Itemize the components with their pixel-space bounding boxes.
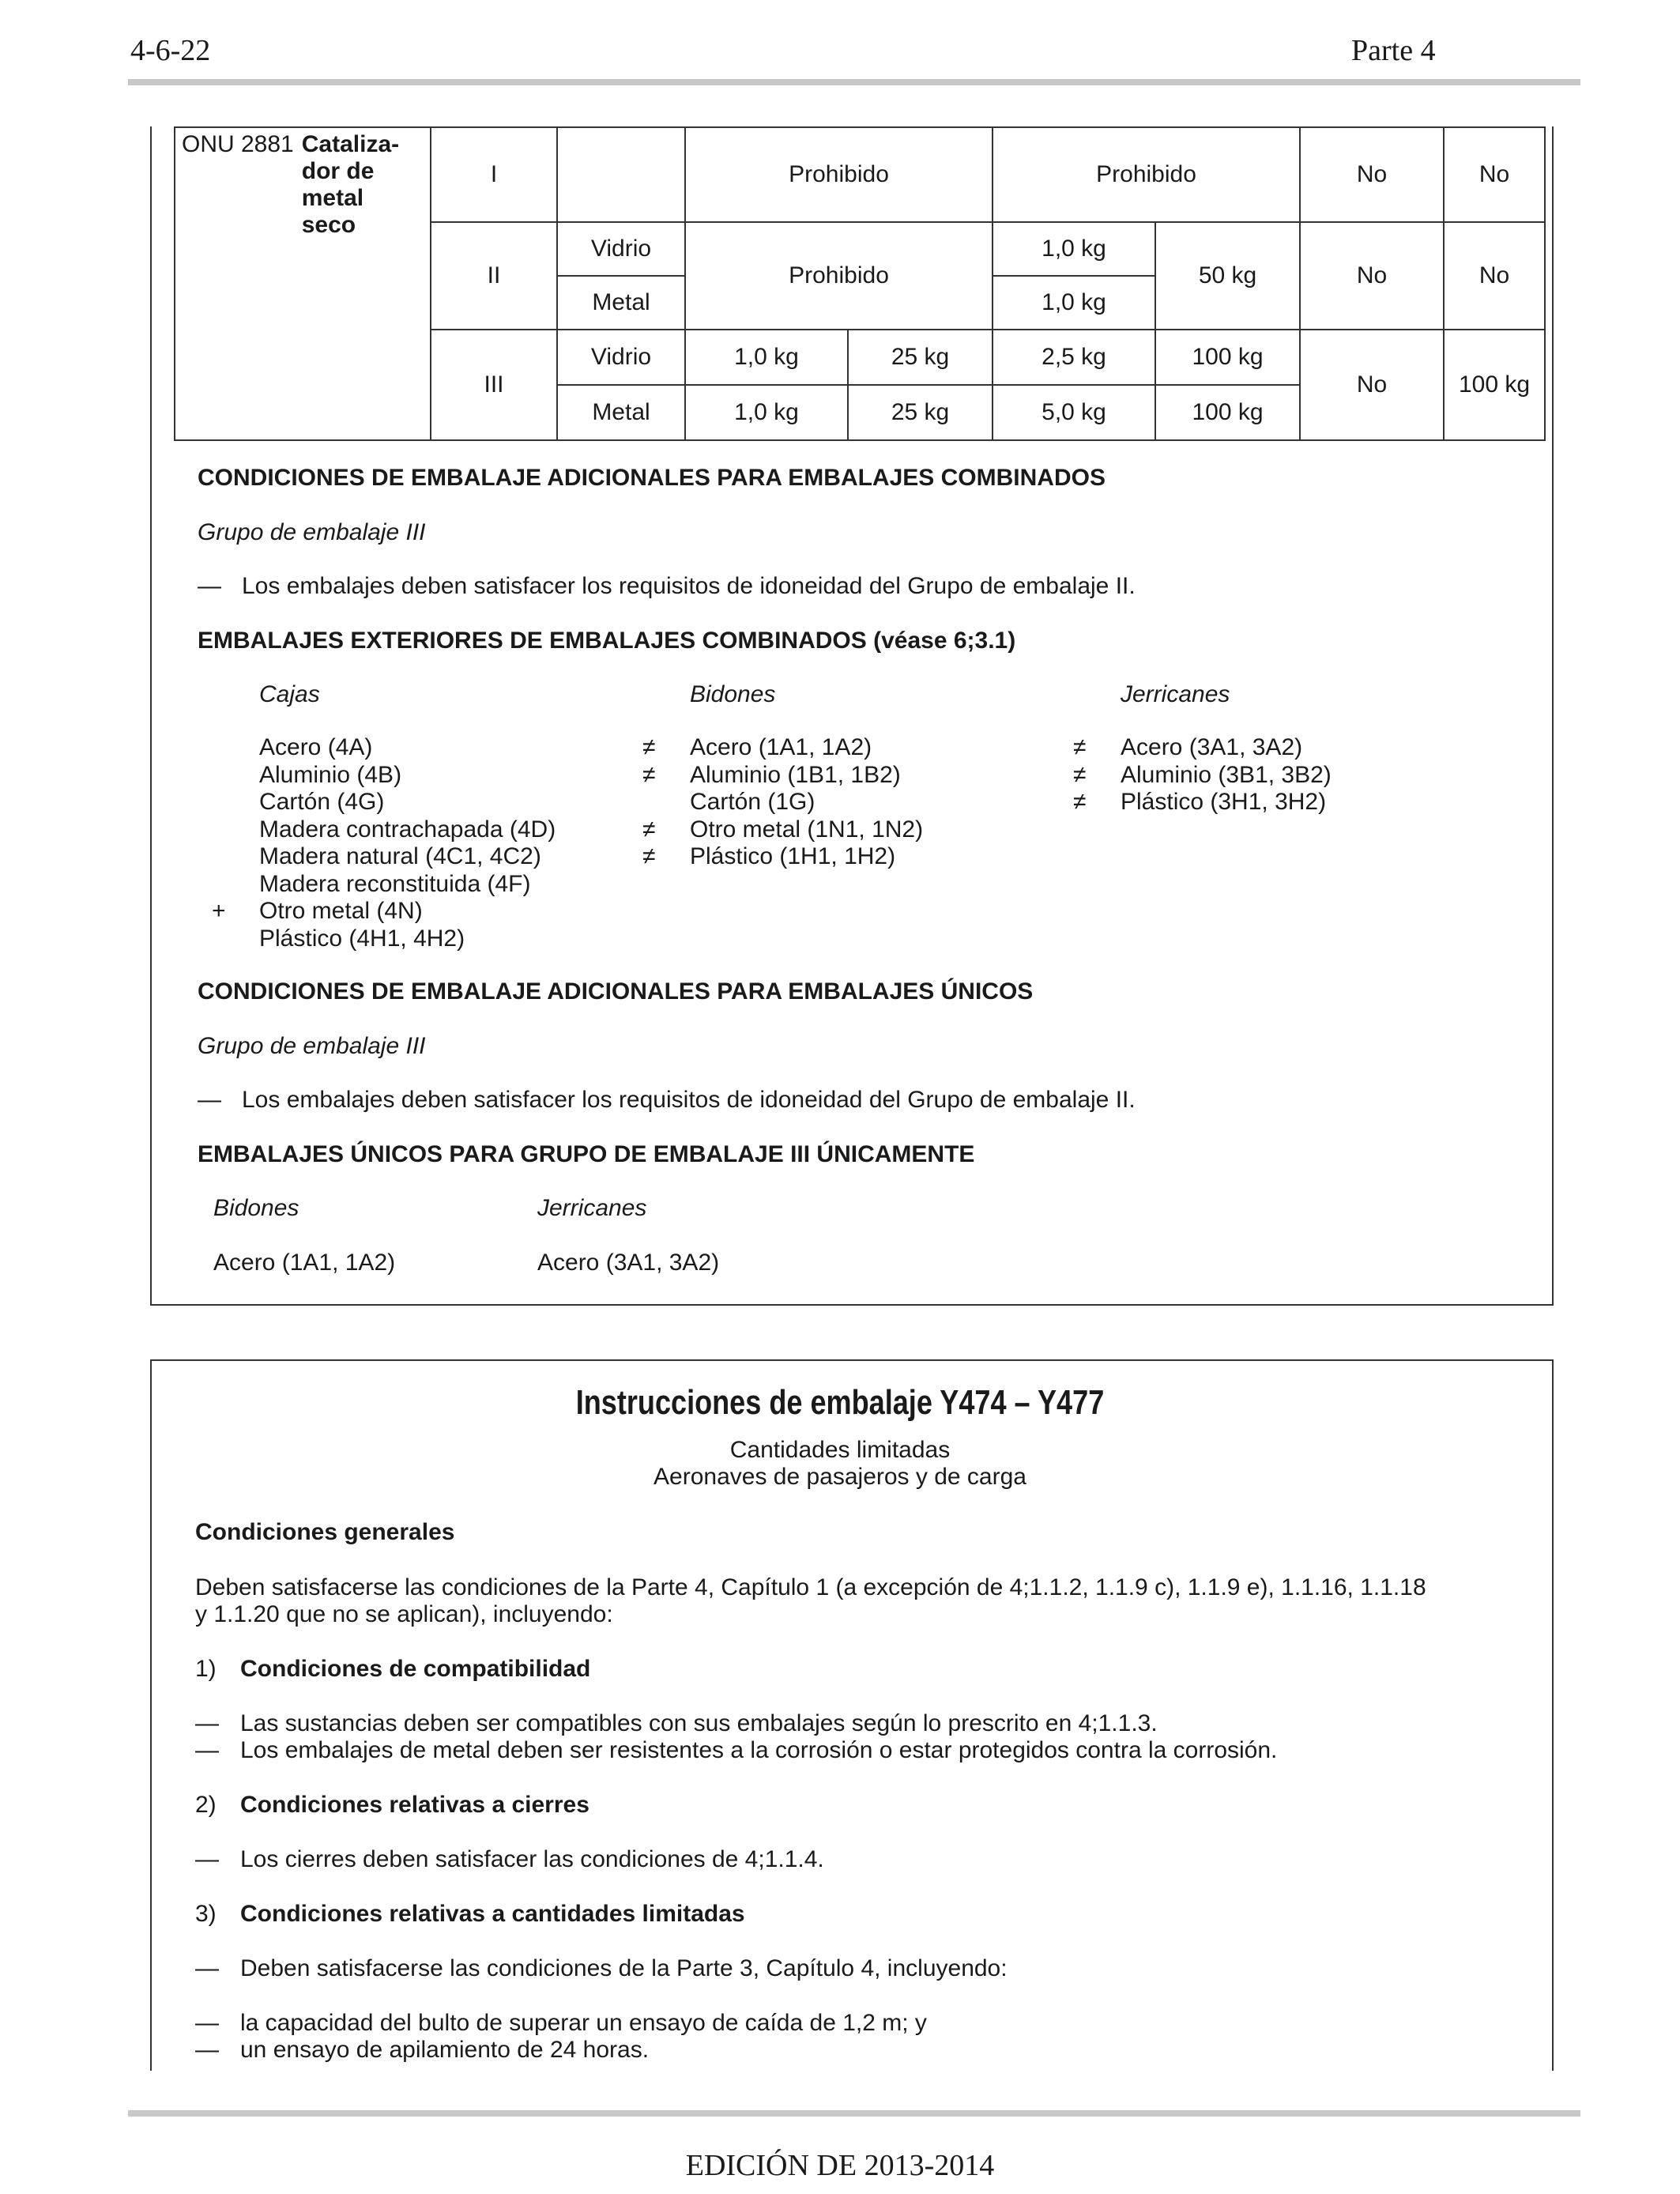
cell: 5,0 kg — [993, 385, 1155, 440]
heading-outer: EMBALAJES EXTERIORES DE EMBALAJES COMBINADOS (véase 6;3.1) — [198, 628, 1016, 654]
dash: — — [195, 1955, 219, 1981]
list-item: Aluminio (4B) — [259, 761, 402, 788]
cell: Metal — [557, 276, 685, 330]
item-number: 2) — [195, 1792, 217, 1818]
neq-marker: ≠ — [642, 761, 656, 788]
single-jerricanes-item: Acero (3A1, 3A2) — [537, 1250, 720, 1276]
cell: Prohibido — [685, 127, 993, 222]
condition-text: Los embalajes de metal deben ser resistentes a la corrosión o estar protegidos contra la corrosión. — [240, 1737, 1278, 1763]
cell: No — [1300, 330, 1444, 440]
dash: — — [195, 1846, 219, 1872]
pg-cell: II — [431, 222, 557, 330]
dash: — — [195, 2037, 219, 2063]
heading-single-only: EMBALAJES ÚNICOS PARA GRUPO DE EMBALAJE III ÚNICAMENTE — [198, 1141, 975, 1167]
condition-text: un ensayo de apilamiento de 24 horas. — [240, 2037, 650, 2063]
cell: No — [1444, 127, 1545, 222]
cell: No — [1300, 222, 1444, 330]
cell: 1,0 kg — [685, 385, 848, 440]
list-item: Plástico (4H1, 4H2) — [259, 925, 465, 952]
un-name: Cataliza- dor de metal seco — [301, 131, 400, 238]
intro-line-1: Deben satisfacerse las condiciones de la Parte 4, Capítulo 1 (a excepción de 4;1.1.2, 1.1.9 c), 1.1.9 e), 1.1.16, 1.1.18 — [195, 1574, 1426, 1600]
item-heading: Condiciones relativas a cantidades limitadas — [240, 1901, 745, 1927]
heading-single: CONDICIONES DE EMBALAJE ADICIONALES PARA EMBALAJES ÚNICOS — [198, 978, 1034, 1005]
plus-marker: + — [212, 898, 226, 924]
footer-edition: EDICIÓN DE 2013-2014 — [685, 2149, 995, 2182]
cell: 100 kg — [1155, 385, 1300, 440]
jerricanes-markers — [1073, 734, 1086, 816]
list-item: Madera natural (4C1, 4C2) — [259, 843, 541, 869]
single-jerricanes-title: Jerricanes — [537, 1195, 647, 1221]
bidones-list — [690, 734, 923, 871]
cell: No — [1300, 127, 1444, 222]
footer-rule — [128, 2110, 1580, 2117]
cell: Metal — [557, 385, 685, 440]
heading-combined: CONDICIONES DE EMBALAJE ADICIONALES PARA EMBALAJES COMBINADOS — [198, 465, 1106, 491]
cajas-title: Cajas — [259, 681, 320, 707]
jerricanes-title: Jerricanes — [1121, 681, 1230, 707]
item-heading: Condiciones de compatibilidad — [240, 1656, 591, 1682]
requirement-text: Los embalajes deben satisfacer los requisitos de idoneidad del Grupo de embalaje II. — [242, 1087, 1136, 1113]
cell: 100 kg — [1155, 330, 1300, 385]
dash: — — [198, 1087, 221, 1113]
dash: — — [195, 1737, 219, 1763]
condition-text: Deben satisfacerse las condiciones de la Parte 3, Capítulo 4, incluyendo: — [240, 1955, 1008, 1981]
cell: No — [1444, 222, 1545, 330]
dash: — — [195, 1710, 219, 1736]
neq-marker: ≠ — [1073, 761, 1087, 788]
single-bidones-item: Acero (1A1, 1A2) — [213, 1250, 396, 1276]
requirement-text: Los embalajes deben satisfacer los requisitos de idoneidad del Grupo de embalaje II. — [242, 573, 1136, 599]
cell: 2,5 kg — [993, 330, 1155, 385]
condition-text: la capacidad del bulto de superar un ensayo de caída de 1,2 m; y — [240, 2010, 927, 2036]
instruction-title: Instrucciones de embalaje Y474 – Y477 — [575, 1383, 1105, 1422]
pg-cell: I — [431, 127, 557, 222]
cell: Prohibido — [685, 222, 993, 330]
list-item: Madera contrachapada (4D) — [259, 816, 556, 843]
list-item: Cartón (1G) — [690, 789, 816, 815]
pg-cell: III — [431, 330, 557, 440]
neq-marker: ≠ — [642, 734, 656, 760]
item-number: 1) — [195, 1656, 217, 1682]
neq-marker: ≠ — [1073, 789, 1087, 815]
cell: 25 kg — [848, 385, 993, 440]
subtitle-1: Cantidades limitadas — [729, 1437, 951, 1463]
list-item: Plástico (3H1, 3H2) — [1121, 789, 1327, 815]
cajas-list — [259, 734, 556, 952]
jerricanes-list — [1121, 734, 1332, 816]
list-item: Otro metal (1N1, 1N2) — [690, 816, 924, 843]
cell: 1,0 kg — [685, 330, 848, 385]
general-conditions-heading: Condiciones generales — [195, 1519, 455, 1545]
bidones-markers — [642, 734, 655, 871]
condition-text: Los cierres deben satisfacer las condiciones de 4;1.1.4. — [240, 1846, 824, 1872]
header-right: Parte 4 — [1351, 34, 1436, 67]
condition-text: Las sustancias deben ser compatibles con sus embalajes según lo prescrito en 4;1.1.3. — [240, 1710, 1158, 1736]
dash: — — [198, 573, 221, 599]
cell: 1,0 kg — [993, 222, 1155, 276]
list-item: Madera reconstituida (4F) — [259, 870, 531, 897]
dash: — — [195, 2010, 219, 2036]
list-item: Acero (4A) — [259, 734, 373, 760]
cell: Prohibido — [993, 127, 1300, 222]
header-rule — [128, 79, 1580, 85]
packing-group-label: Grupo de embalaje III — [198, 519, 426, 545]
list-item: Otro metal (4N) — [259, 898, 423, 924]
cell: 50 kg — [1155, 222, 1300, 330]
cell: 100 kg — [1444, 330, 1545, 440]
list-item: Cartón (4G) — [259, 789, 385, 815]
subtitle-2: Aeronaves de pasajeros y de carga — [654, 1464, 1026, 1490]
cell: 1,0 kg — [993, 276, 1155, 330]
bidones-title: Bidones — [690, 681, 776, 707]
un-cell — [175, 127, 431, 440]
item-heading: Condiciones relativas a cierres — [240, 1792, 590, 1818]
quantity-table — [174, 126, 1546, 441]
item-number: 3) — [195, 1901, 217, 1927]
list-item: Aluminio (1B1, 1B2) — [690, 761, 901, 788]
un-number: ONU 2881 — [182, 131, 294, 157]
cell: Vidrio — [557, 330, 685, 385]
neq-marker: ≠ — [642, 843, 656, 869]
neq-marker: ≠ — [1073, 734, 1087, 760]
list-item: Plástico (1H1, 1H2) — [690, 843, 896, 869]
list-item: Acero (1A1, 1A2) — [690, 734, 872, 760]
intro-line-2: y 1.1.20 que no se aplican), incluyendo: — [195, 1601, 613, 1627]
neq-marker: ≠ — [642, 816, 656, 843]
empty-cell — [557, 127, 685, 222]
list-item: Acero (3A1, 3A2) — [1121, 734, 1303, 760]
header-left: 4-6-22 — [130, 34, 211, 67]
cell: Vidrio — [557, 222, 685, 276]
list-item: Aluminio (3B1, 3B2) — [1121, 761, 1332, 788]
single-bidones-title: Bidones — [213, 1195, 299, 1221]
cell: 25 kg — [848, 330, 993, 385]
packing-group-label: Grupo de embalaje III — [198, 1033, 426, 1059]
